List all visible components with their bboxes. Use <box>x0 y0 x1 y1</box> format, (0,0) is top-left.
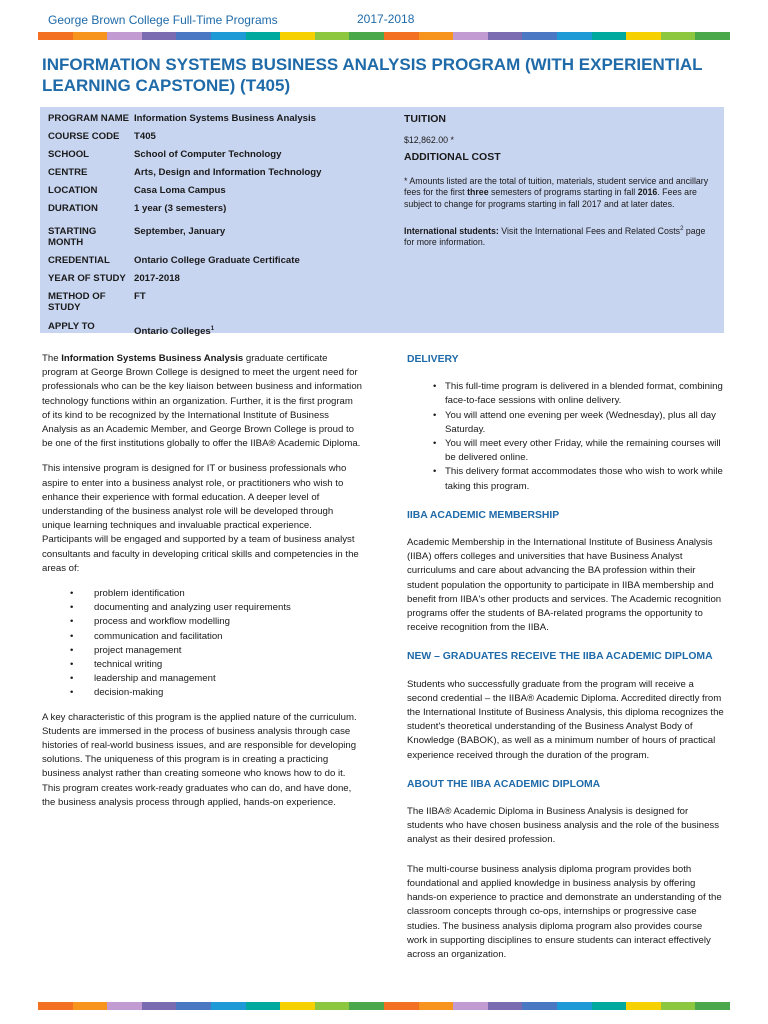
list-item: • documenting and analyzing user requirements <box>94 601 362 615</box>
footnote-marker: 1 <box>210 326 215 332</box>
stripe-segment <box>107 1002 142 1010</box>
info-label: YEAR OF STUDY <box>48 273 126 284</box>
program-info-table <box>48 113 334 344</box>
list-item: • This full-time program is delivered in a blended format, combining face-to-face sessions with online delivery. <box>445 380 725 408</box>
info-value: Information Systems Business Analysis <box>134 113 316 124</box>
info-label: COURSE CODE <box>48 131 120 142</box>
stripe-segment <box>349 32 384 40</box>
info-row-method-of-study <box>48 291 334 313</box>
info-value: FT <box>134 291 146 302</box>
info-row-location <box>48 185 334 196</box>
list-item: • project management <box>94 644 362 658</box>
bottom-color-stripe <box>38 1002 730 1010</box>
info-label: CREDENTIAL <box>48 255 110 266</box>
stripe-segment <box>488 1002 523 1010</box>
stripe-segment <box>38 32 73 40</box>
info-row-school <box>48 149 334 160</box>
stripe-segment <box>107 32 142 40</box>
info-value: 2017-2018 <box>134 273 180 284</box>
key-characteristic-paragraph: A key characteristic of this program is the applied nature of the curriculum. Students are immersed in the process of business analysis through case histories of real-world business issues, and are responsible for developing solutions. The uniqueness of this program is in creating a practicing business analyst rather than creating someone who knows how to do it. This program creates work-ready graduates who can do, and have done, the business analysis process through applied, hands-on experience. <box>42 711 357 808</box>
stripe-segment <box>142 1002 177 1010</box>
list-item: • You will meet every other Friday, while the remaining courses will be delivered online. <box>445 437 725 465</box>
stripe-segment <box>592 32 627 40</box>
stripe-segment <box>419 32 454 40</box>
stripe-segment <box>453 1002 488 1010</box>
stripe-segment <box>246 32 281 40</box>
fees-note: * Amounts listed are the total of tuition, materials, student service and ancillary fees for the first three semesters of programs starting in fall 2016. Fees are subject to change for programs starting in fall 2017 and at later dates. <box>404 175 709 209</box>
about-diploma-text-2: The multi-course business analysis diploma program provides both foundational and applied knowledge in business analysis by offering hands-on experience to practice and demonstrate an understanding of the classroom concepts through co-ops, internships or progressive case studies. The business analysis diploma program also provides course work in supporting disciplines to ensure students can interact effectively across an organization. <box>407 863 722 960</box>
stripe-segment <box>419 1002 454 1010</box>
stripe-segment <box>176 32 211 40</box>
stripe-segment <box>626 1002 661 1010</box>
info-label: SCHOOL <box>48 149 90 160</box>
left-column <box>42 352 362 821</box>
info-value <box>134 321 334 337</box>
stripe-segment <box>315 32 350 40</box>
info-row-duration <box>48 203 334 214</box>
iiba-membership-text: Academic Membership in the International Institute of Business Analysis (IIBA) offers colleges and universities that have Business Analyst curriculums and care about advancing the BA profession within their student population the opportunity to participate in IIBA membership and benefit from IIBA's other products and services. The Academic recognition programs offer the students of BA-related programs the opportunity to receive recognition from the IIBA. <box>407 537 722 634</box>
info-row-program-name <box>48 113 334 124</box>
stripe-segment <box>280 1002 315 1010</box>
stripe-segment <box>73 1002 108 1010</box>
tuition-panel <box>404 114 714 259</box>
stripe-segment <box>626 32 661 40</box>
info-label: CENTRE <box>48 167 88 178</box>
list-item: • leadership and management <box>94 672 362 686</box>
info-value: Ontario College Graduate Certificate <box>134 255 300 266</box>
new-diploma-heading: NEW – GRADUATES RECEIVE THE IIBA ACADEMIC DIPLOMA <box>407 651 713 663</box>
stripe-segment <box>522 32 557 40</box>
delivery-list <box>407 380 725 494</box>
header-left-text: George Brown College Full-Time Programs <box>48 13 278 27</box>
info-value: 1 year (3 semesters) <box>134 203 227 214</box>
tuition-heading: TUITION <box>404 113 446 125</box>
stripe-segment <box>384 1002 419 1010</box>
info-row-centre <box>48 167 334 178</box>
tuition-amount: $12,862.00 * <box>404 134 454 145</box>
stripe-segment <box>453 32 488 40</box>
top-color-stripe <box>38 32 730 40</box>
iiba-membership-heading: IIBA ACADEMIC MEMBERSHIP <box>407 509 560 521</box>
info-row-course-code <box>48 131 334 142</box>
stripe-segment <box>246 1002 281 1010</box>
apply-to-link[interactable]: Ontario Colleges <box>134 326 211 338</box>
about-diploma-text-1: The IIBA® Academic Diploma in Business Analysis is designed for students who have chosen business analysis and the role of the business analyst as their desired profession. <box>407 806 719 846</box>
stripe-segment <box>384 32 419 40</box>
stripe-segment <box>488 32 523 40</box>
stripe-segment <box>695 1002 730 1010</box>
right-column <box>407 353 725 977</box>
stripe-segment <box>315 1002 350 1010</box>
delivery-heading: DELIVERY <box>407 354 459 365</box>
info-label: PROGRAM NAME <box>48 113 130 124</box>
header-year-text: 2017-2018 <box>357 12 415 26</box>
info-row-starting-month <box>48 226 334 248</box>
international-fees-link[interactable]: Visit the International Fees and Related Costs <box>498 225 681 236</box>
list-item: • technical writing <box>94 658 362 672</box>
stripe-segment <box>211 1002 246 1010</box>
info-label: LOCATION <box>48 185 98 196</box>
stripe-segment <box>557 32 592 40</box>
list-item: • problem identification <box>94 587 362 601</box>
stripe-segment <box>176 1002 211 1010</box>
list-item: • decision-making <box>94 686 362 700</box>
info-value: September, January <box>134 226 226 237</box>
stripe-segment <box>592 1002 627 1010</box>
international-note: International students: Visit the International Fees and Related Costs$^2$ page for more information. <box>404 225 706 248</box>
info-value: T405 <box>134 131 156 142</box>
new-diploma-text: Students who successfully graduate from the program will receive a second credential – the IIBA® Academic Diploma. Accredited directly from the International Institute of Business Analysis, this diploma recognizes the student's theoretical understanding of the Business Analyst Body of Knowledge (BABOK), as well as a minimum number of hours of practical experience received through the duration of the program. <box>407 678 724 761</box>
stripe-segment <box>661 32 696 40</box>
stripe-segment <box>661 1002 696 1010</box>
program-description: This intensive program is designed for IT or business professionals who aspire to enter into a business analyst role, or practitioners who wish to enhance their experience with formal education. A deeper level of understanding of the business analyst role will be developed through unique learning techniques and invaluable practical experience. Participants will be engaged and supported by a team of business analyst consultants and faculty in developing critical skills and competencies in the areas of: <box>42 463 359 574</box>
stripe-segment <box>557 1002 592 1010</box>
info-row-credential <box>48 255 334 266</box>
list-item: • This delivery format accommodates those who wish to work while taking this program. <box>445 465 725 493</box>
stripe-segment <box>142 32 177 40</box>
stripe-segment <box>211 32 246 40</box>
info-row-year-of-study <box>48 273 334 284</box>
stripe-segment <box>38 1002 73 1010</box>
info-row-apply-to <box>48 321 334 337</box>
info-label: DURATION <box>48 203 98 214</box>
page-title: INFORMATION SYSTEMS BUSINESS ANALYSIS PROGRAM (WITH EXPERIENTIAL LEARNING CAPSTONE) (T405) <box>42 55 703 95</box>
info-value: Casa Loma Campus <box>134 185 226 196</box>
intro-paragraph: The Information Systems Business Analysis graduate certificate program at George Brown College is designed to meet the urgent need for professionals who can be the key liaison between business and information technology functions within an organization. Further, it is the first program of its kind to be recognized by the International Institute of Business Analysis as an Academic Member, and George Brown College is proud to be one of the first institutions globally to offer the IIBA® Academic Diploma. <box>42 353 362 450</box>
additional-cost-heading: ADDITIONAL COST <box>404 151 501 163</box>
info-label: METHOD OF STUDY <box>48 291 106 313</box>
stripe-segment <box>73 32 108 40</box>
stripe-segment <box>522 1002 557 1010</box>
stripe-segment <box>349 1002 384 1010</box>
info-label: STARTING MONTH <box>48 226 97 248</box>
list-item: • You will attend one evening per week (Wednesday), plus all day Saturday. <box>445 409 725 437</box>
info-value: Arts, Design and Information Technology <box>134 167 322 178</box>
list-item: • process and workflow modelling <box>94 615 362 629</box>
about-diploma-heading: ABOUT THE IIBA ACADEMIC DIPLOMA <box>407 778 601 790</box>
info-label: APPLY TO <box>48 321 95 332</box>
competency-list <box>42 587 362 701</box>
stripe-segment <box>280 32 315 40</box>
stripe-segment <box>695 32 730 40</box>
info-value: School of Computer Technology <box>134 149 282 160</box>
list-item: • communication and facilitation <box>94 630 362 644</box>
